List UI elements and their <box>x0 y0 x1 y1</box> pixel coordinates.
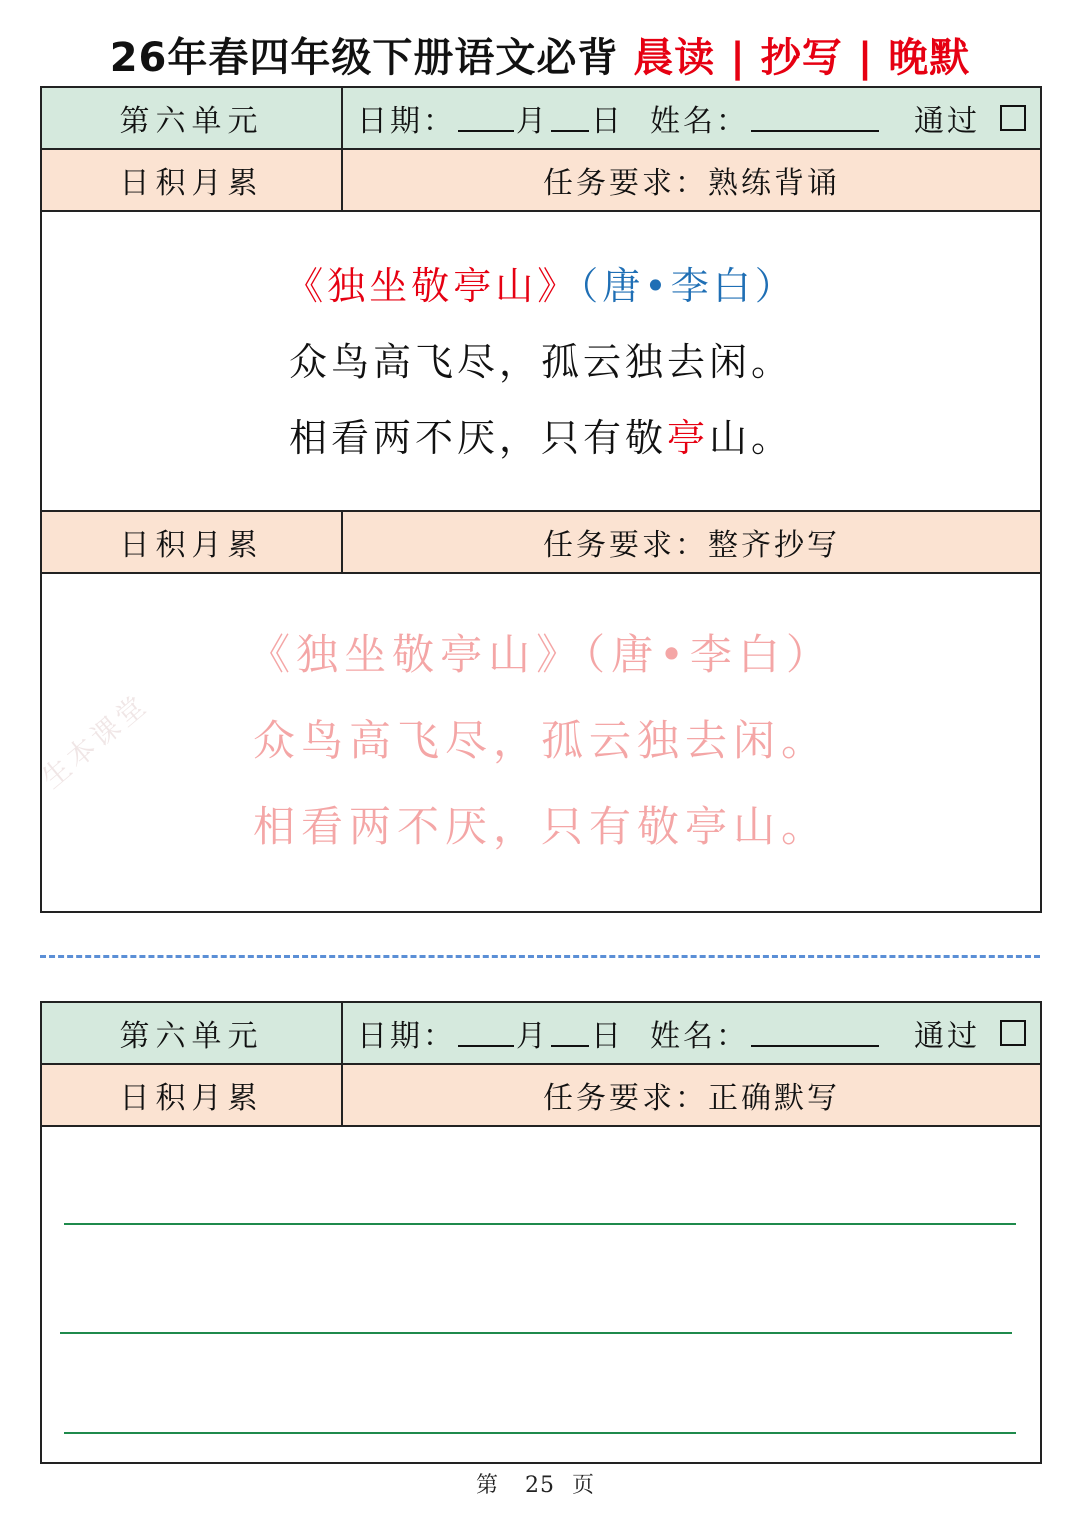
page-prefix: 第 <box>475 1473 508 1498</box>
poem-title: 《独坐敬亭山》 <box>285 264 580 308</box>
poem-heading <box>42 248 1040 324</box>
name-blank[interactable] <box>751 1019 879 1047</box>
category-label: 日积月累 <box>42 512 343 572</box>
pass-label: 通过 <box>914 1019 980 1054</box>
title-tag-copy: 抄写 <box>760 35 843 81</box>
trace-line-2: 相看两不厌，只有敬亭山。 <box>252 802 829 851</box>
cut-line <box>40 955 1040 958</box>
trace-block[interactable] <box>42 574 1040 906</box>
name-blank[interactable] <box>751 104 879 132</box>
page-suffix: 页 <box>572 1473 605 1498</box>
poem-line-2-part: 相看两不厌，只有敬 <box>288 416 667 460</box>
poem-block <box>42 212 1040 512</box>
poem-author: （唐•李白） <box>579 264 797 308</box>
poem <box>42 248 1040 476</box>
pass-label: 通过 <box>914 104 980 139</box>
day-blank[interactable] <box>551 1019 589 1047</box>
worksheet-upper <box>40 86 1042 913</box>
poem-line-2 <box>42 400 1040 476</box>
poem-highlight-char: 亭 <box>666 416 709 460</box>
poem-line-2-end: 山。 <box>709 416 794 460</box>
title-tag-evening-dictation: 晚默 <box>888 35 971 81</box>
unit-label: 第六单元 <box>42 1003 343 1063</box>
trace-heading: 《独坐敬亭山》（唐•李白） <box>248 630 834 679</box>
pass-checkbox[interactable] <box>1000 1020 1026 1046</box>
task-requirement: 任务要求：正确默写 <box>543 1081 840 1116</box>
day-blank[interactable] <box>551 104 589 132</box>
title-main: 26年春四年级下册语文必背 <box>109 35 619 81</box>
page-num: 25 <box>525 1473 555 1498</box>
day-label: 日 <box>591 104 624 139</box>
task-row-recite <box>42 150 1040 212</box>
task-requirement: 任务要求：熟练背诵 <box>543 166 840 201</box>
page-title <box>0 28 1080 88</box>
writing-line[interactable] <box>64 1432 1016 1434</box>
task-requirement: 任务要求：整齐抄写 <box>543 528 840 563</box>
trace-poem <box>42 612 1040 870</box>
unit-label: 第六单元 <box>42 88 343 148</box>
month-blank[interactable] <box>458 1019 514 1047</box>
day-label: 日 <box>591 1019 624 1054</box>
category-label: 日积月累 <box>42 150 343 210</box>
info-fields <box>343 1003 1040 1063</box>
date-label: 日期： <box>357 104 456 139</box>
pass-checkbox[interactable] <box>1000 105 1026 131</box>
title-separator: | <box>857 35 874 81</box>
task-row-dictation <box>42 1065 1040 1127</box>
watermark: 生本课堂 <box>35 687 155 795</box>
task-row-copy <box>42 512 1040 574</box>
date-label: 日期： <box>357 1019 456 1054</box>
header-row <box>42 88 1040 150</box>
month-label: 月 <box>516 104 549 139</box>
name-label: 姓名： <box>650 1019 749 1054</box>
title-tag-morning-read: 晨读 <box>633 35 716 81</box>
header-row <box>42 1003 1040 1065</box>
poem-line-1: 众鸟高飞尽，孤云独去闲。 <box>288 340 793 384</box>
writing-line[interactable] <box>60 1332 1012 1334</box>
name-label: 姓名： <box>650 104 749 139</box>
month-label: 月 <box>516 1019 549 1054</box>
writing-line[interactable] <box>64 1223 1016 1225</box>
info-fields <box>343 88 1040 148</box>
writing-area[interactable] <box>42 1127 1040 1462</box>
trace-line-1: 众鸟高飞尽，孤云独去闲。 <box>252 716 829 765</box>
month-blank[interactable] <box>458 104 514 132</box>
worksheet-lower <box>40 1001 1042 1464</box>
page-number <box>0 1468 1080 1499</box>
title-separator: | <box>730 35 746 81</box>
category-label: 日积月累 <box>42 1065 343 1125</box>
